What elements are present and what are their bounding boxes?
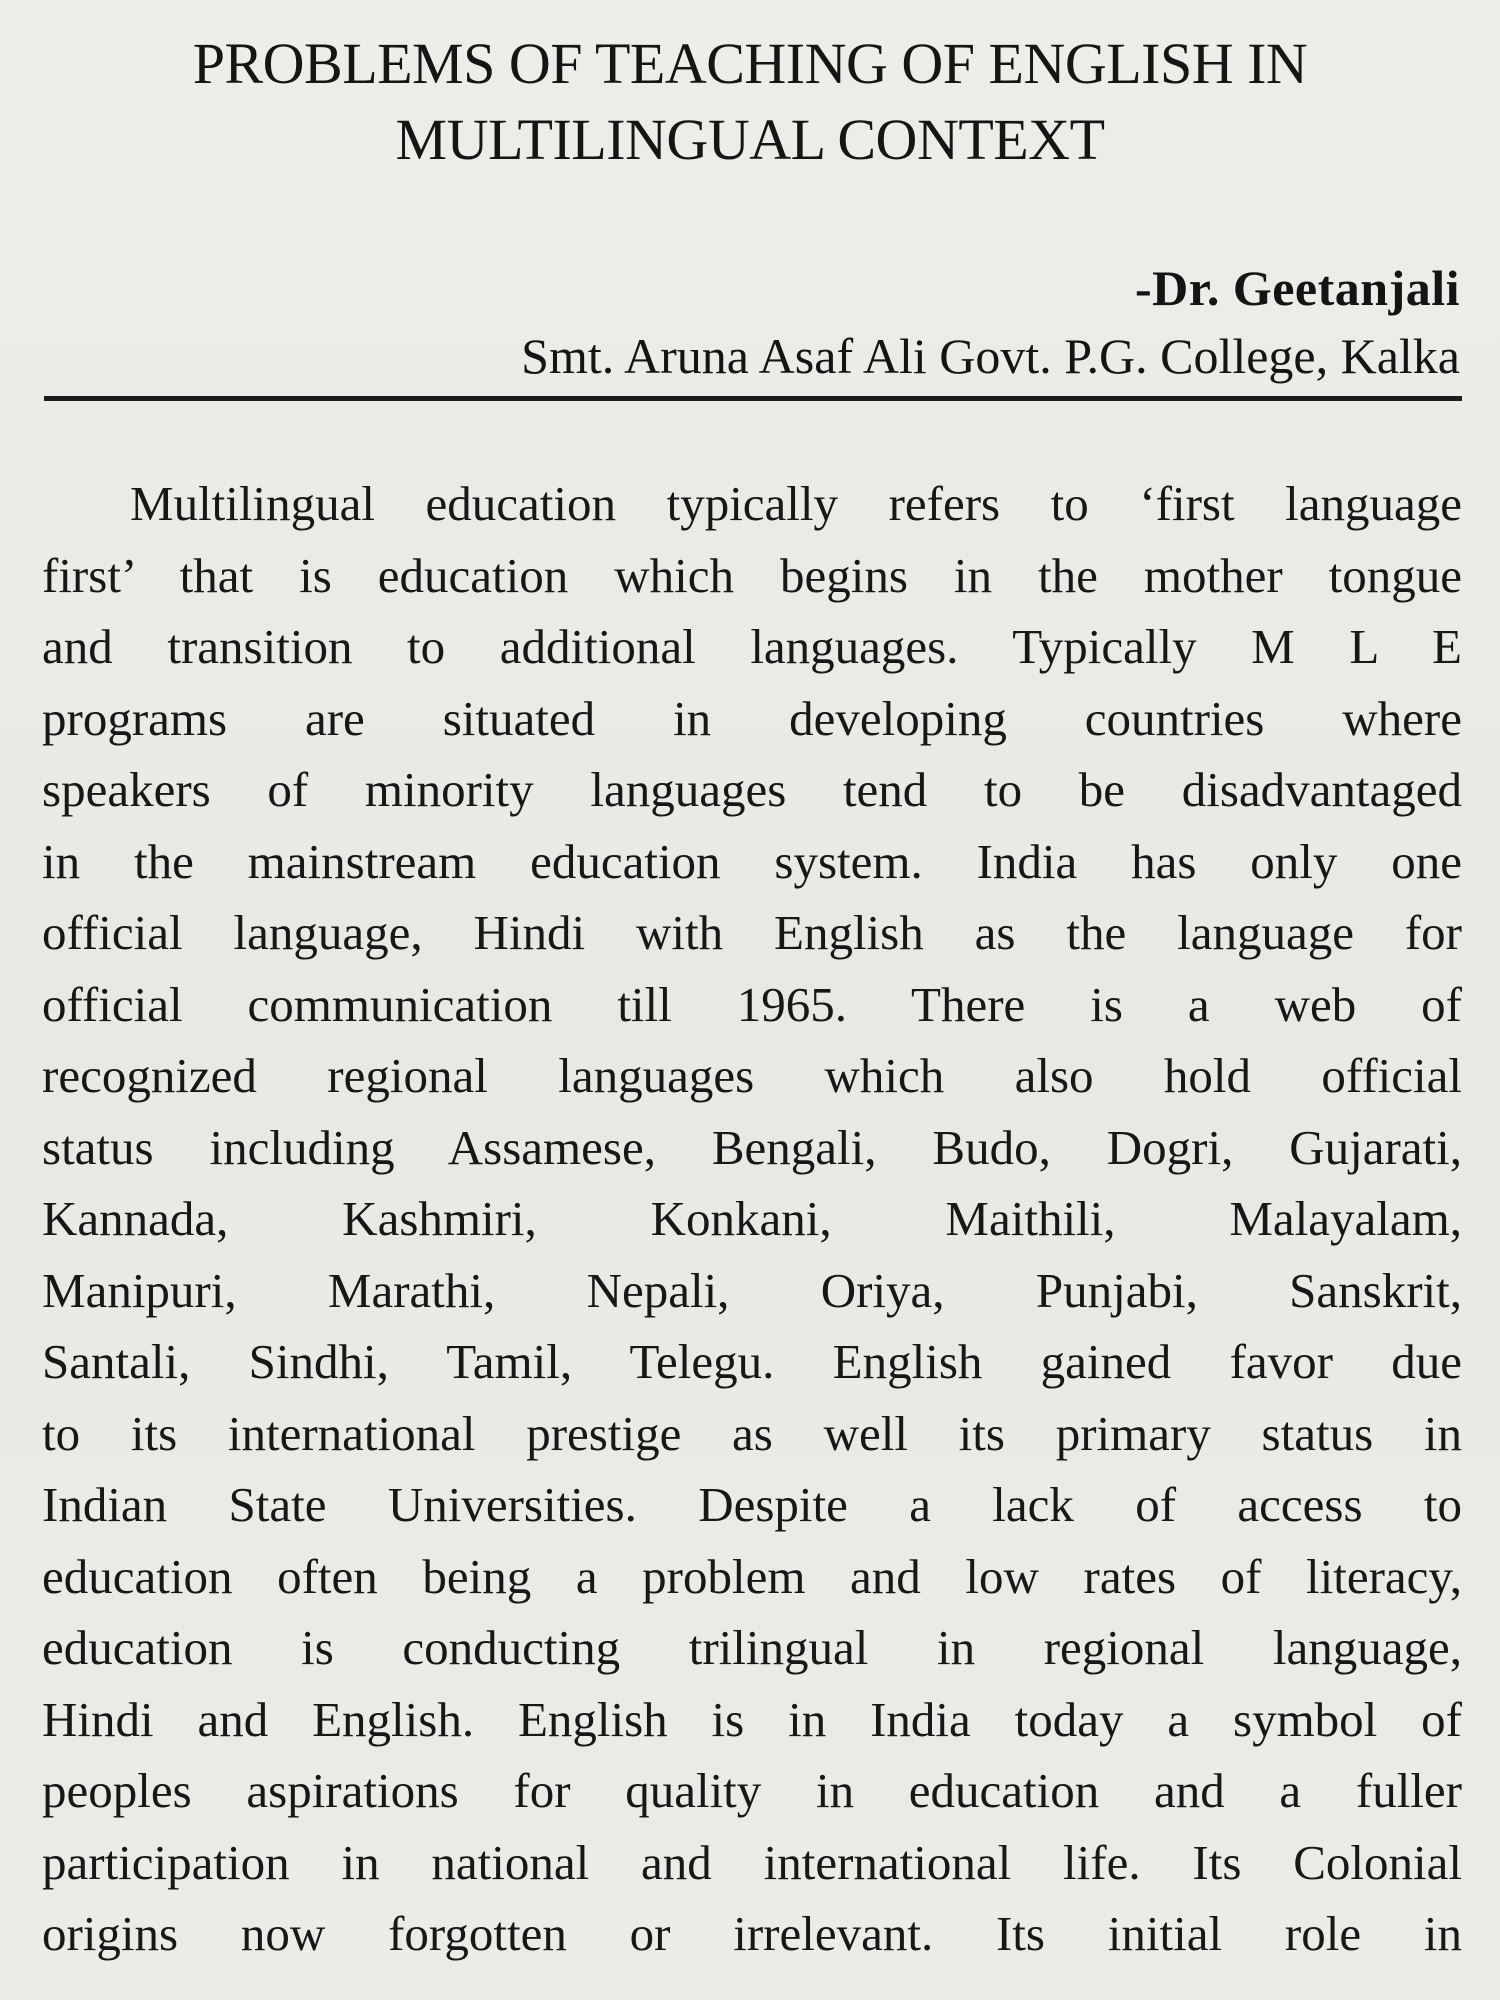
body-line: Santali, Sindhi, Tamil, Telegu. English gained favor due <box>42 1334 1462 1389</box>
author-name: -Dr. Geetanjali <box>1134 260 1460 316</box>
body-line: Hindi and English. English is in India today a symbol of <box>42 1691 1462 1747</box>
body-line: to its international prestige as well its primary status in <box>42 1405 1462 1461</box>
body-line: Kannada, Kashmiri, Konkani, Maithili, Malayalam, <box>42 1191 1462 1246</box>
body-line: education is conducting trilingual in regional language, <box>42 1620 1462 1675</box>
body-line: recognized regional languages which also hold official <box>42 1048 1462 1103</box>
body-line: speakers of minority languages tend to be disadvantaged <box>42 762 1462 817</box>
body-line: in the mainstream education system. India has only one <box>42 833 1462 889</box>
body-line: programs are situated in developing countries where <box>42 690 1462 746</box>
body-line: and transition to additional languages. Typically M L E <box>42 619 1462 674</box>
header-divider <box>44 396 1462 401</box>
body-line: official communication till 1965. There is a web of <box>42 976 1462 1032</box>
article-title-line-2: MULTILINGUAL CONTEXT <box>395 107 1105 172</box>
body-line: origins now forgotten or irrelevant. Its initial role in <box>42 1906 1462 1961</box>
body-line: Indian State Universities. Despite a lack of access to <box>42 1477 1462 1532</box>
body-line: Manipuri, Marathi, Nepali, Oriya, Punjabi, Sanskrit, <box>42 1262 1462 1318</box>
body-line: first’ that is education which begins in the mother tongue <box>42 547 1462 603</box>
body-line: Multilingual education typically refers to ‘first language <box>130 476 1462 531</box>
body-line: official language, Hindi with English as the language for <box>42 905 1462 960</box>
article-title-line-1: PROBLEMS OF TEACHING OF ENGLISH IN <box>192 31 1308 96</box>
author-affiliation: Smt. Aruna Asaf Ali Govt. P.G. College, Kalka <box>521 328 1460 384</box>
body-paragraph <box>42 468 1462 1970</box>
body-line: status including Assamese, Bengali, Budo, Dogri, Gujarati, <box>42 1119 1462 1175</box>
body-line: participation in national and international life. Its Colonial <box>42 1834 1462 1890</box>
body-line: peoples aspirations for quality in education and a fuller <box>42 1763 1462 1818</box>
body-line: education often being a problem and low rates of literacy, <box>42 1548 1462 1604</box>
